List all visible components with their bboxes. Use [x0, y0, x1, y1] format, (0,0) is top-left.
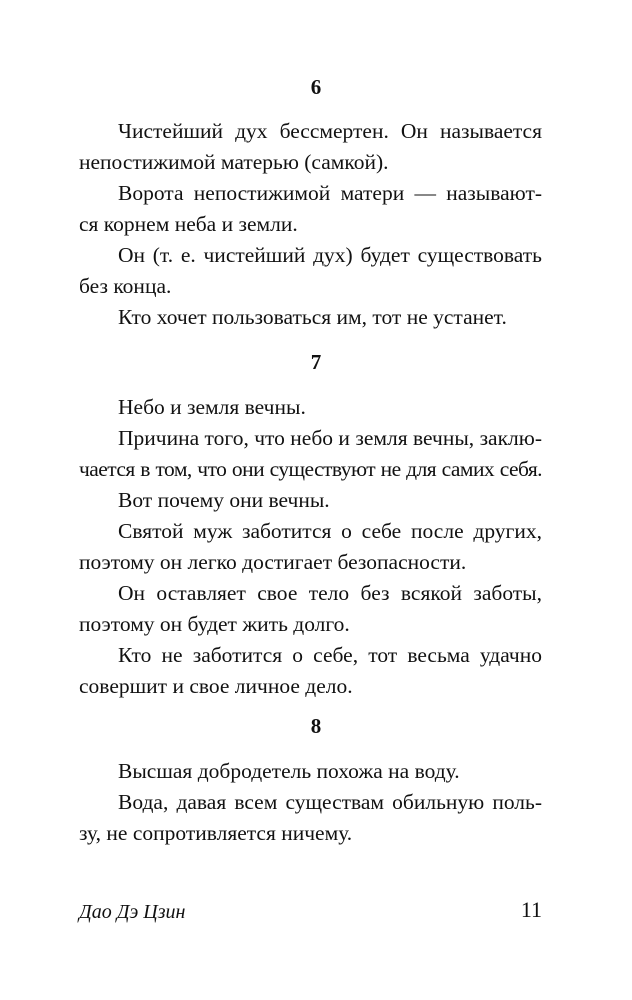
- chapter-text: [79, 116, 542, 333]
- text-line: Кто не заботится о себе, тот весьма удачно: [118, 643, 542, 667]
- text-line: зу, не сопротивляется ничему.: [79, 821, 353, 845]
- page-number: 11: [520, 897, 542, 922]
- text-line: чается в том, что они существуют не для самих себя.: [79, 457, 542, 481]
- text-line: поэтому он легко достигает безопасности.: [79, 550, 467, 574]
- text-line: Святой муж заботится о себе после других,: [118, 519, 542, 543]
- text-line: совершит и свое личное дело.: [79, 674, 353, 698]
- text-line: Причина того, что небо и земля вечны, заклю-: [118, 426, 542, 450]
- chapter-number: 6: [310, 75, 322, 99]
- text-line: Кто хочет пользоваться им, тот не устанет.: [118, 305, 507, 329]
- text-line: Высшая добродетель похожа на воду.: [118, 759, 460, 783]
- text-line: Небо и земля вечны.: [118, 395, 306, 419]
- text-line: Он (т. е. чистейший дух) будет существовать: [118, 243, 542, 267]
- text-line: Вода, давая всем существам обильную поль-: [118, 790, 542, 814]
- text-line: Вот почему они вечны.: [118, 488, 330, 512]
- text-line: Ворота непостижимой матери — называют-: [118, 181, 542, 205]
- chapter-number: 7: [310, 350, 322, 374]
- text-line: Он оставляет свое тело без всякой заботы,: [118, 581, 542, 605]
- text-line: поэтому он будет жить долго.: [79, 612, 350, 636]
- running-footer-title: Дао Дэ Цзин: [79, 901, 186, 923]
- chapter-text: [79, 756, 542, 849]
- text-line: без конца.: [79, 274, 172, 298]
- chapter-text: [79, 392, 542, 702]
- text-line: Чистейший дух бессмертен. Он называется: [118, 119, 542, 143]
- chapter-number: 8: [310, 714, 322, 738]
- text-line: ся корнем неба и земли.: [79, 212, 298, 236]
- text-line: непостижимой матерью (самкой).: [79, 150, 389, 174]
